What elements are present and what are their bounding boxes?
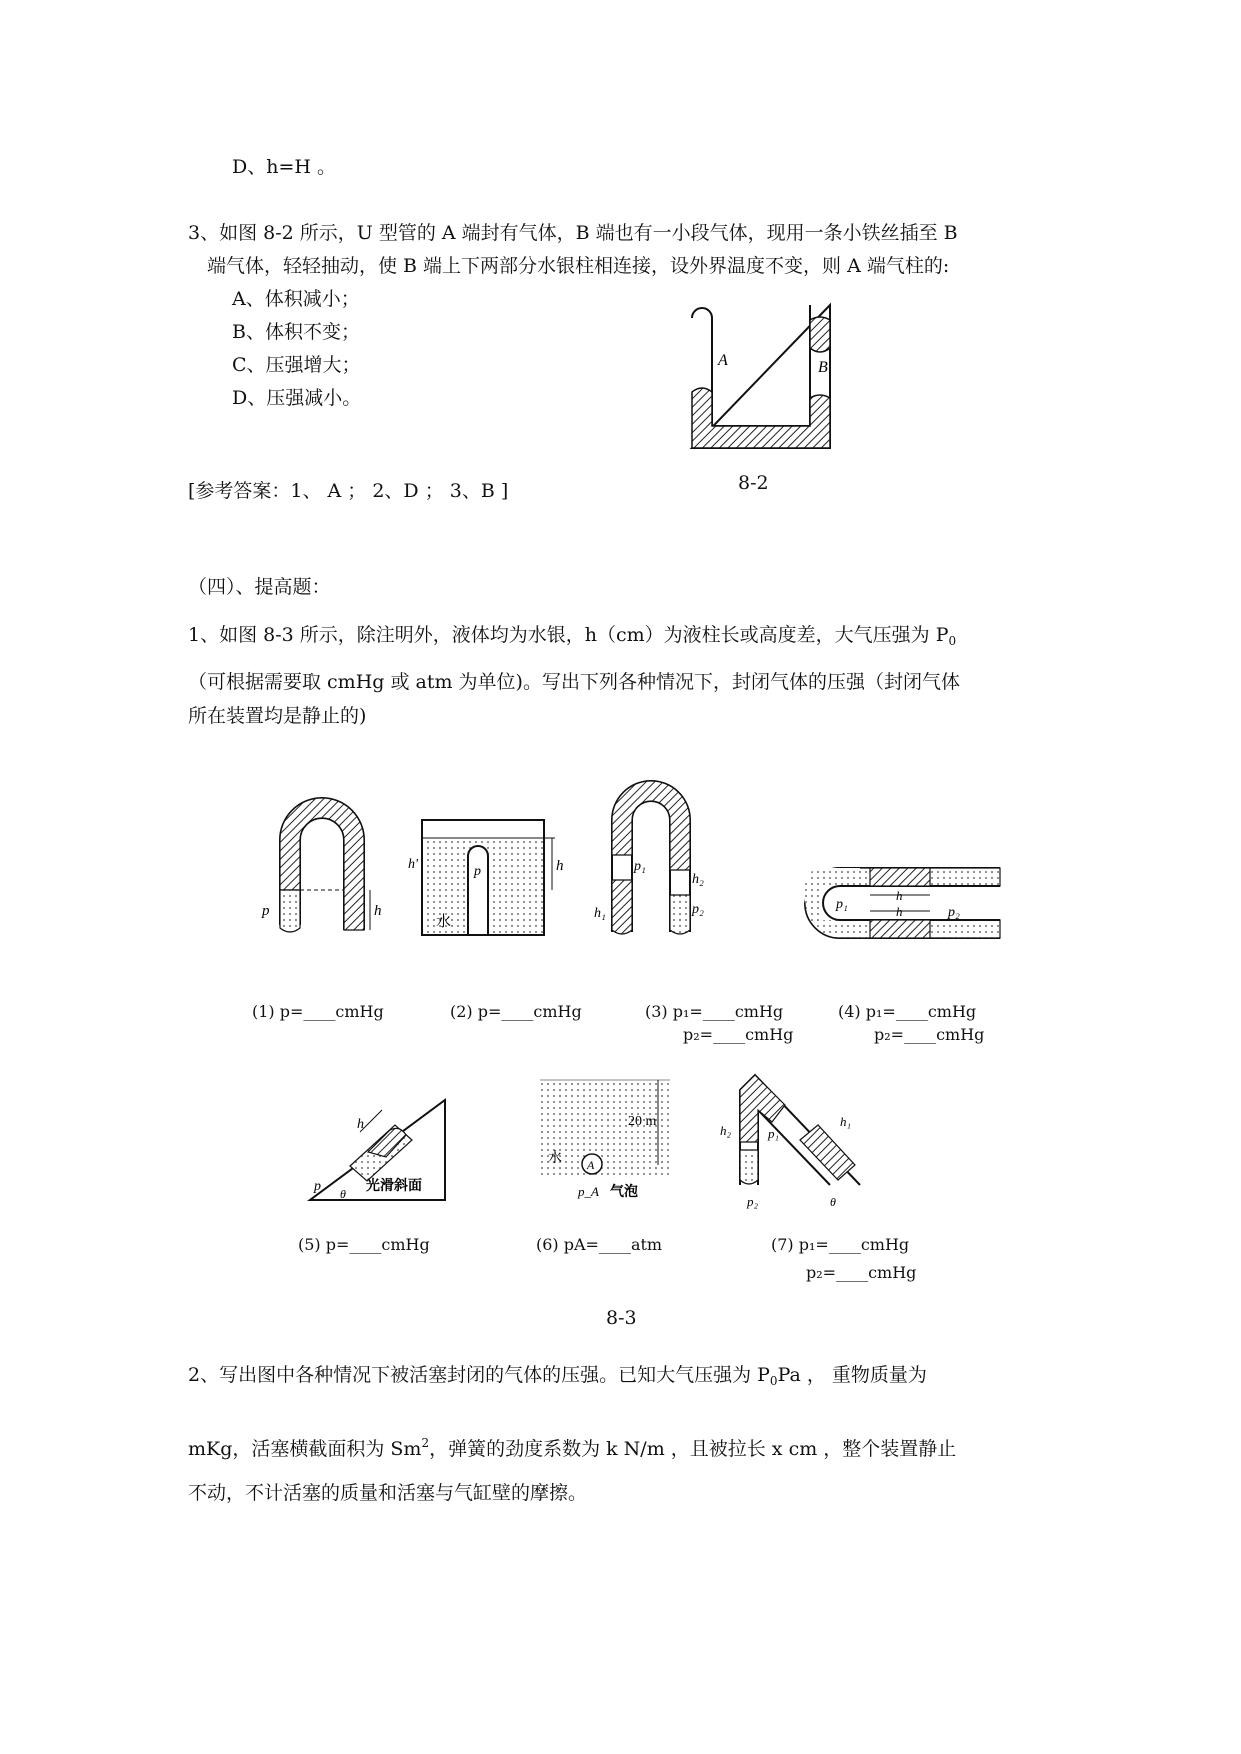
svg-text:气泡: 气泡 <box>610 1185 638 1200</box>
q3-option-c: C、压强增大； <box>232 354 361 376</box>
blank-2: (2) p=____cmHg <box>450 1002 582 1021</box>
blank-5: (5) p=____cmHg <box>298 1235 430 1254</box>
q3-line2: 端气体，轻轻抽动，使 B 端上下两部分水银柱相连接，设外界温度不变，则 A 端气柱的: <box>207 255 950 277</box>
q3-line1: 3、如图 8-2 所示，U 型管的 A 端封有气体，B 端也有一小段气体，现用一条小铁丝插至 B <box>188 222 958 244</box>
fig82-caption: 8-2 <box>738 472 769 494</box>
fig82-label-b: B <box>818 359 828 376</box>
p1-line3: 所在装置均是静止的) <box>188 705 367 727</box>
blank-3b: p₂=____cmHg <box>683 1025 794 1044</box>
svg-text:h₂: h₂ <box>692 872 704 887</box>
svg-text:水: 水 <box>548 1151 562 1166</box>
svg-text:20 m: 20 m <box>628 1114 657 1129</box>
q2-option-d: D、h=H 。 <box>232 156 336 178</box>
blank-7a: (7) p₁=____cmHg <box>771 1235 910 1254</box>
figure-8-3-row2 <box>300 1070 1000 1220</box>
svg-text:p: p <box>262 903 270 919</box>
svg-text:A: A <box>587 1158 595 1172</box>
svg-text:p: p <box>474 864 481 879</box>
svg-text:p₂: p₂ <box>692 902 704 917</box>
svg-text:光滑斜面: 光滑斜面 <box>366 1179 422 1194</box>
blank-7b: p₂=____cmHg <box>806 1263 917 1282</box>
panel-2-diagram <box>408 820 564 935</box>
blank-1: (1) p=____cmHg <box>252 1002 384 1021</box>
section-title: （四）、提高题： <box>188 576 331 598</box>
q3-option-d: D、压强减小。 <box>232 387 362 409</box>
p2-line1: 2、写出图中各种情况下被活塞封闭的气体的压强。已知大气压强为 $P_0Pa$ ， 重物质量为 <box>188 1364 927 1388</box>
svg-text:p₂: p₂ <box>747 1194 759 1209</box>
fig82-label-a: A <box>718 352 728 369</box>
svg-text:h: h <box>896 888 903 903</box>
p1-line1: 1、如图 8-3 所示，除注明外，液体均为水银，h（cm）为液柱长或高度差，大气压强为 $P_0$ <box>188 624 957 648</box>
svg-text:h₂: h₂ <box>720 1123 732 1138</box>
svg-text:h: h <box>374 903 382 919</box>
panel-7-diagram <box>720 1075 860 1209</box>
svg-text:h₁: h₁ <box>594 906 606 921</box>
blank-6: (6) pA=____atm <box>536 1235 663 1254</box>
svg-text:h: h <box>357 1117 364 1132</box>
panel-6-diagram <box>540 1080 670 1200</box>
q3-option-a: A、体积减小； <box>232 288 360 310</box>
q3-option-b: B、体积不变； <box>232 321 360 343</box>
svg-text:p₂: p₂ <box>948 905 960 920</box>
panel-1-diagram <box>261 798 382 932</box>
svg-text:p_A: p_A <box>578 1184 599 1199</box>
figure-8-3-row1 <box>240 780 1040 960</box>
fig83-caption: 8-3 <box>606 1307 637 1329</box>
svg-text:p₁: p₁ <box>836 897 848 912</box>
panel-4-diagram <box>804 868 1000 938</box>
svg-text:p: p <box>314 1179 321 1194</box>
svg-text:θ: θ <box>340 1187 346 1201</box>
blank-4a: (4) p₁=____cmHg <box>838 1002 977 1021</box>
p2-line2: mKg，活塞横截面积为 Sm$^2$，弹簧的劲度系数为 k N/m ，且被拉长 x cm ，整个装置静止 <box>188 1436 957 1460</box>
svg-text:水: 水 <box>436 914 452 930</box>
blank-4b: p₂=____cmHg <box>874 1025 985 1044</box>
svg-text:h: h <box>556 858 564 874</box>
panel-5-diagram <box>310 1100 445 1201</box>
svg-text:h: h <box>896 904 903 919</box>
svg-text:p₁: p₁ <box>634 859 646 874</box>
svg-text:θ: θ <box>830 1195 836 1209</box>
svg-text:h₁: h₁ <box>840 1114 852 1129</box>
panel-3-diagram <box>594 781 704 934</box>
blank-3a: (3) p₁=____cmHg <box>645 1002 784 1021</box>
svg-text:p₁: p₁ <box>768 1126 780 1141</box>
reference-answers: [参考答案：1、 A ； 2、D ； 3、B ] <box>188 480 509 502</box>
p2-line3: 不动，不计活塞的质量和活塞与气缸壁的摩擦。 <box>188 1482 588 1504</box>
p1-line2: （可根据需要取 cmHg 或 atm 为单位)。写出下列各种情况下，封闭气体的压强（封闭气体 <box>188 671 960 693</box>
figure-8-2 <box>680 300 840 460</box>
svg-text:h': h' <box>408 857 418 872</box>
